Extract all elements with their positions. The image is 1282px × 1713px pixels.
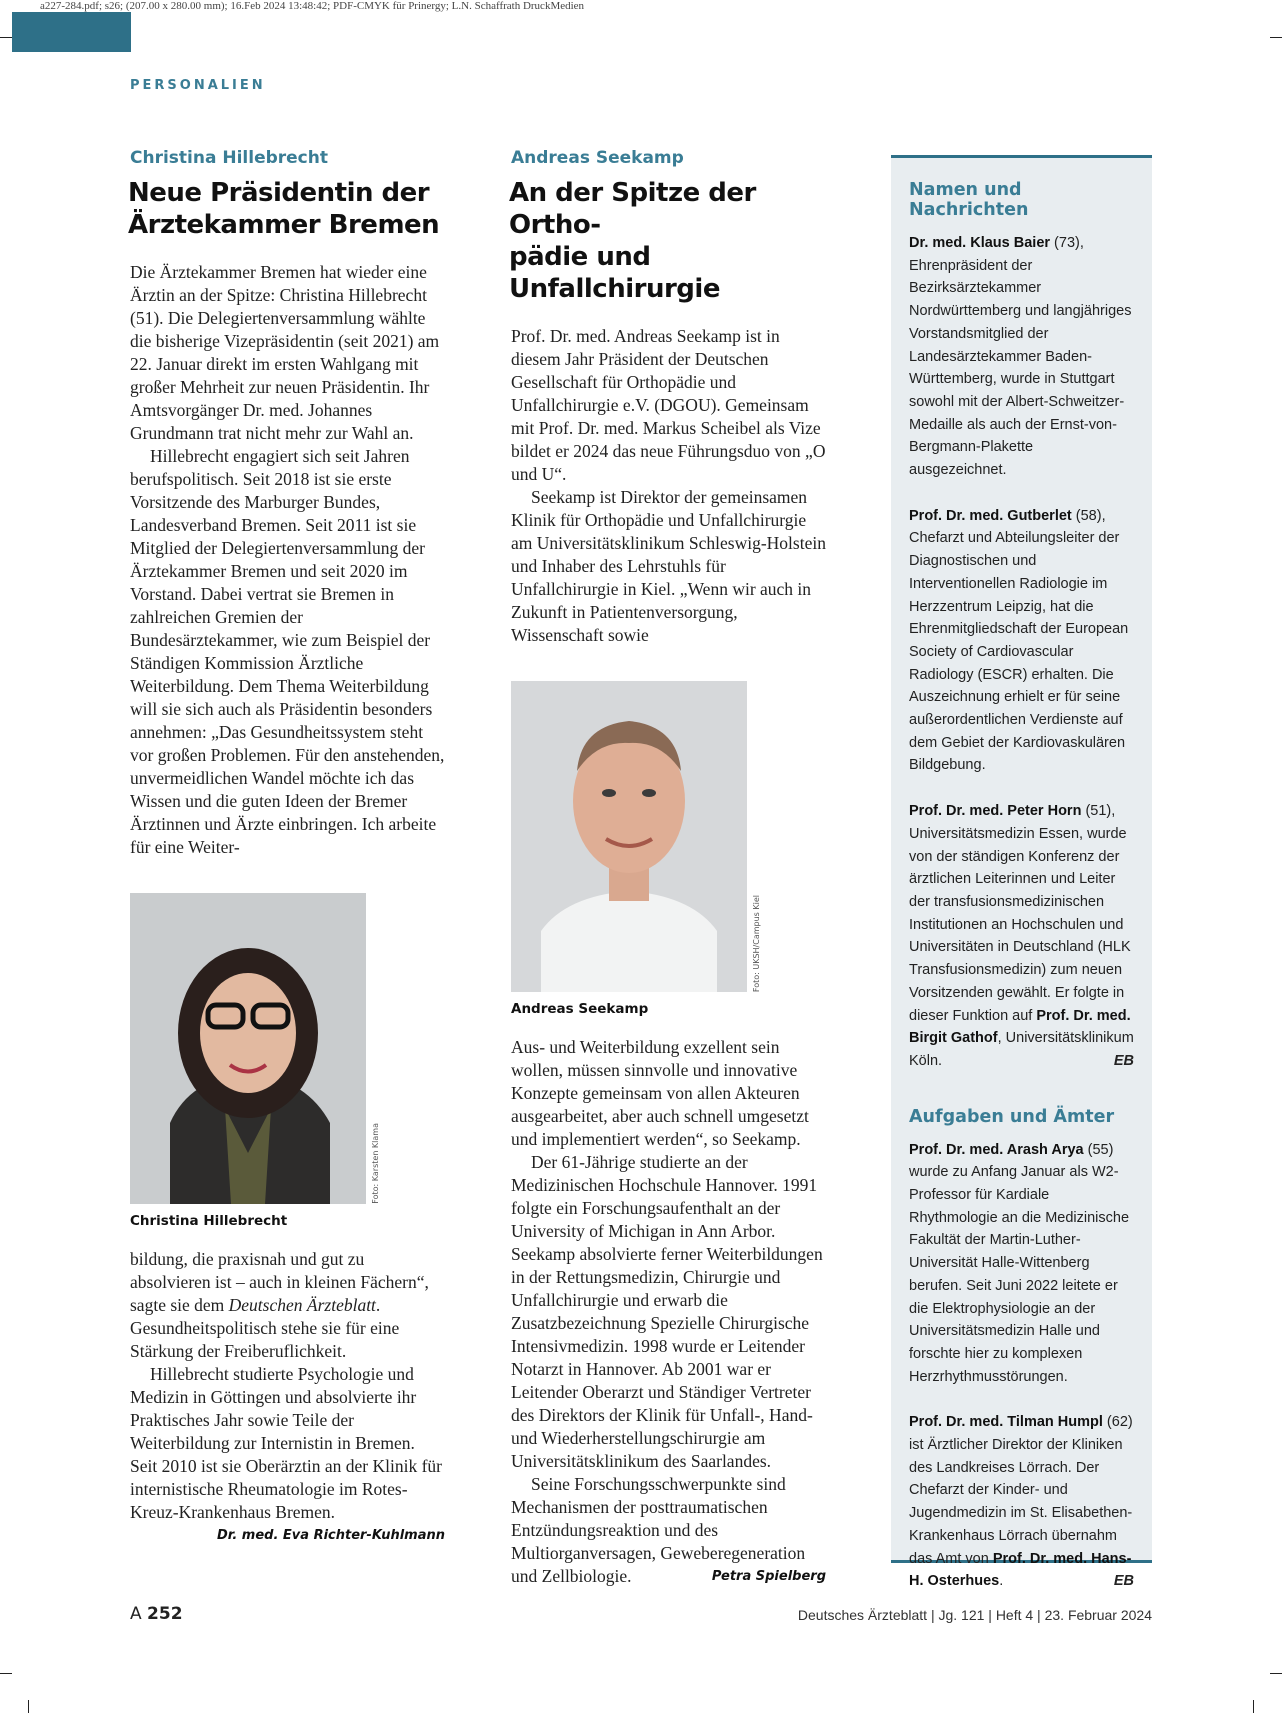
- section-color-bar: [12, 12, 131, 52]
- crop-mark: [1270, 1673, 1282, 1674]
- sidebar-entry: Prof. Dr. med. Arash Arya (55) wurde zu Anfang Januar als W2-Professor für Kardiale Rhythmologie an die Medizinische Fakultät der Martin-Luther-Universität Halle-Wittenberg berufen. Seit Juni 2022 leitete er die Elektrophysiologie an der Universitätsmedizin Halle und forschte hier zu komplexen Herzrhythmusstörungen.: [909, 1141, 1130, 1385]
- journal-info: Deutsches Ärzteblatt | Jg. 121 | Heft 4 | 23. Februar 2024: [797, 1607, 1152, 1623]
- person-name: Prof. Dr. med. Birgit Gathof: [909, 1007, 1131, 1047]
- paragraph: Der 61-Jährige studierte an der Medizinischen Hochschule Hannover. 1991 folgte ein Forschungsaufenthalt an der University of Michigan in Ann Arbor. Seekamp absolvierte ferner Weiterbildungen in der Rettungsmedizin, Chirurgie und Unfallchirurgie und erwarb die Zusatzbezeichnung Spezielle Chirurgische Intensivmedizin. 1998 wurde er Leitender Notarzt in Hannover. Ab 2001 war er Leitender Oberarzt und Ständiger Vertreter des Direktors der Klinik für Unfall-, Hand- und Wiederherstellungschirurgie am Universitätsklinikum des Saarlandes.: [511, 1152, 823, 1471]
- person-name: Prof. Dr. med. Tilman Humpl: [909, 1414, 1103, 1431]
- article-seekamp: [511, 148, 826, 1588]
- paragraph: Hillebrecht studierte Psychologie und Medizin in Göttingen und absolvierte ihr Praktisches Jahr sowie Teile der Weiterbildung zur Internistin in Bremen. Seit 2010 ist sie Oberärztin an der Klinik für internistische Rheumatologie im Rotes-Kreuz-Krankenhaus Bremen. Dr. med. Eva Richter-Kuhlmann: [130, 1363, 445, 1524]
- paragraph: Hillebrecht engagiert sich seit Jahren berufspolitisch. Seit 2018 ist sie erste Vorsitzende des Marburger Bundes, Landesverband Bremen. Seit 2011 ist sie Mitglied der Delegiertenversammlung der Ärztekammer Bremen und seit 2020 im Vorstand. Dabei vertrat sie Bremen in zahlreichen Gremien der Bundesärztekammer, wie zum Beispiel der Ständigen Kommission Ärztliche Weiterbildung. Dem Thema Weiterbildung will sie sich auch als Präsidentin besonders annehmen: „Das Gesundheitssystem steht vor großen Problemen. Für den anstehenden, unvermeidlichen Wandel möchte ich das Wissen und die guten Ideen der Bremer Ärztinnen und Ärzte einbringen. Ich arbeite für eine Weiter-: [130, 446, 445, 857]
- crop-mark: [1253, 1700, 1254, 1713]
- photo-caption: Christina Hillebrecht: [130, 1213, 288, 1229]
- portrait-photo: [511, 681, 761, 992]
- sidebar-entry: Prof. Dr. med. Peter Horn (51), Universitätsmedizin Essen, wurde von der ständigen Konferenz der ärztlichen Leiterinnen und Leiter der transfusionsmedizinischen Institutionen an Hochschulen und Universitäten in Deutschland (HLK Transfusionsmedizin) zum neuen Vorsitzenden gewählt. Er folgte in dieser Funktion auf Prof. Dr. med. Birgit Gathof, Universitätsklinikum Köln. EB: [909, 800, 1134, 1072]
- sidebar-heading: Namen und Nachrichten: [909, 180, 1029, 220]
- publication-name: Deutschen Ärzteblatt: [228, 1295, 376, 1315]
- article-body: [130, 261, 445, 859]
- page-number: A 252: [130, 1604, 183, 1624]
- article-body-continued: [130, 1248, 445, 1543]
- paragraph: Seine Forschungsschwerpunkte sind Mechanismen der posttraumatischen Entzündungsreaktion und des Multiorganversagen, Geweberegeneration und Zellbiologie. Petra Spielberg: [511, 1474, 826, 1586]
- person-name: Prof. Dr. med. Peter Horn: [909, 803, 1082, 820]
- photo-credit: Foto: Karsten Klama: [371, 1123, 380, 1204]
- article-hillebrecht: [130, 148, 445, 1547]
- article-headline: [128, 177, 445, 241]
- crop-mark: [0, 37, 12, 38]
- author-byline: Dr. med. Eva Richter-Kuhlmann: [216, 1528, 445, 1543]
- person-name: Prof. Dr. med. Hans-H. Osterhues: [909, 1550, 1132, 1590]
- sidebar-entry: Prof. Dr. med. Gutberlet (58), Chefarzt und Abteilungsleiter der Diagnostischen und Interventionellen Radiologie im Herzzentrum Leipzig, hat die Ehrenmitgliedschaft der European Society of Cardiovascular Radiology (ESCR) erhalten. Die Auszeichnung erhielt er für seine außerordentlichen Verdienste auf dem Gebiet der Kardiovaskulären Bildgebung.: [909, 507, 1129, 774]
- sidebar-heading: Aufgaben und Ämter: [909, 1106, 1115, 1127]
- person-name: Prof. Dr. med. Arash Arya: [909, 1141, 1084, 1158]
- crop-mark: [1270, 37, 1282, 38]
- portrait-photo: [130, 893, 380, 1204]
- headline-line: Neue Präsidentin der: [128, 178, 430, 208]
- headline-line: An der Spitze der Ortho-: [509, 178, 756, 240]
- section-label: PERSONALIEN: [130, 78, 266, 93]
- sidebar-entry: Dr. med. Klaus Baier (73), Ehrenpräsident der Bezirksärztekammer Nordwürttemberg und langjähriges Vorstandsmitglied der Landesärztekammer Baden-Württemberg, wurde in Stuttgart sowohl mit der Albert-Schweitzer-Medaille als auch der Ernst-von-Bergmann-Plakette ausgezeichnet.: [909, 235, 1132, 479]
- headline-line: Ärztekammer Bremen: [128, 210, 440, 240]
- news-sidebar: [891, 155, 1152, 1590]
- author-byline: Petra Spielberg: [711, 1569, 826, 1584]
- author-initials: EB: [1113, 1052, 1134, 1069]
- paragraph: Prof. Dr. med. Andreas Seekamp ist in diesem Jahr Präsident der Deutschen Gesellschaft für Orthopädie und Unfallchirurgie e.V. (DGOU). Gemeinsam mit Prof. Dr. med. Markus Scheibel als Vize bildet er 2024 das neue Führungsduo von „O und U“.: [511, 326, 826, 484]
- sidebar-entry: Prof. Dr. med. Tilman Humpl (62) ist Ärztlicher Direktor der Kliniken des Landkreises Lörrach. Der Chefarzt der Kinder- und Jugendmedizin im St. Elisabethen-Krankenhaus Lörrach übernahm das Amt von Prof. Dr. med. Hans-H. Osterhues. EB: [909, 1411, 1134, 1593]
- portrait-image: [511, 681, 747, 992]
- photo-credit: Foto: UKSH/Campus Kiel: [752, 894, 761, 992]
- crop-mark: [0, 1673, 12, 1674]
- article-body-continued: [511, 1036, 826, 1588]
- paragraph: Seekamp ist Direktor der gemeinsamen Klinik für Orthopädie und Unfallchirurgie am Universitätsklinikum Schleswig-Holstein und Inhaber des Lehrstuhls für Unfallchirurgie in Kiel. „Wenn wir auch in Zukunft in Patientenversorgung, Wissenschaft sowie: [511, 487, 826, 645]
- article-kicker: Andreas Seekamp: [511, 148, 684, 168]
- portrait-image: [130, 893, 366, 1204]
- paragraph: bildung, die praxisnah und gut zu absolvieren ist – auch in kleinen Fächern“, sagte sie dem Deutschen Ärzteblatt. Gesundheitspolitisch stehe sie für eine Stärkung der Freiberuflichkeit.: [130, 1249, 429, 1361]
- article-kicker: Christina Hillebrecht: [130, 148, 328, 168]
- headline-line: pädie und Unfallchirurgie: [509, 242, 720, 304]
- author-initials: EB: [1113, 1573, 1134, 1590]
- print-metadata-line: a227-284.pdf; s26; (207.00 x 280.00 mm); 16.Feb 2024 13:48:42; PDF-CMYK für Prinergy; L.N. Schaffrath DruckMedien: [40, 0, 585, 12]
- article-body: [511, 325, 826, 647]
- person-name: Prof. Dr. med. Gutberlet: [909, 507, 1072, 524]
- paragraph: Aus- und Weiterbildung exzellent sein wollen, müssen sinnvolle und innovative Konzepte gemeinsam von allen Akteuren ausgearbeitet, aber auch schnell umgesetzt und implementiert werden“, so Seekamp.: [511, 1037, 809, 1149]
- person-name: Dr. med. Klaus Baier: [909, 235, 1051, 251]
- paragraph: Die Ärztekammer Bremen hat wieder eine Ärztin an der Spitze: Christina Hillebrecht (51). Die Delegiertenversammlung wählte die bisherige Vizepräsidentin (seit 2021) am 22. Januar direkt im ersten Wahlgang mit großer Mehrheit zur neuen Präsidentin. Ihr Amtsvorgänger Dr. med. Johannes Grundmann trat nicht mehr zur Wahl an.: [130, 262, 440, 443]
- article-headline: [509, 177, 826, 305]
- photo-caption: Andreas Seekamp: [511, 1001, 649, 1017]
- crop-mark: [28, 1700, 29, 1713]
